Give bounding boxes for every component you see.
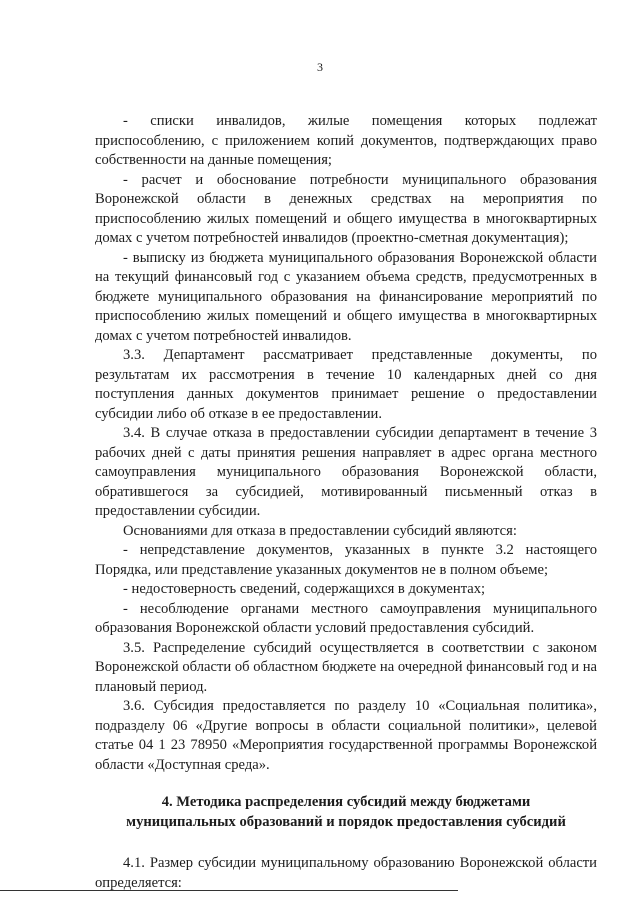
section-4-heading-line-1: 4. Методика распределения субсидий между бюджетами bbox=[161, 794, 531, 810]
paragraph-item-non-compliance: - несоблюдение органами местного самоуправления муниципального образования Воронежской области условий предоставления субсидий. bbox=[95, 600, 597, 636]
document-body bbox=[95, 112, 597, 893]
bottom-divider bbox=[0, 890, 458, 891]
paragraph-refusal-grounds: Основаниями для отказа в предоставлении субсидий являются: bbox=[123, 522, 517, 539]
section-4-heading bbox=[95, 793, 597, 832]
paragraph-item-false-info: - недостоверность сведений, содержащихся в документах; bbox=[123, 581, 486, 597]
section-4-heading-line-2: муниципальных образований и порядок предоставления субсидий bbox=[126, 813, 566, 830]
paragraph-item-list-invalids: - списки инвалидов, жилые помещения которых подлежат приспособлению, с приложением копий документов, подтверждающих право собственности на данные помещения; bbox=[95, 113, 597, 168]
paragraph-item-calculation: - расчет и обоснование потребности муниципального образования Воронежской области в денежных средствах на мероприятия по приспособлению жилых помещений и общего имущества в многоквартирных домах с учетом потребностей инвалидов (проектно-сметная документация); bbox=[95, 171, 597, 246]
paragraph-item-no-documents: - непредставление документов, указанных в пункте 3.2 настоящего Порядка, или представление указанных документов не в полном объеме; bbox=[95, 542, 597, 578]
paragraph-3-3: 3.3. Департамент рассматривает представленные документы, по результатам их рассмотрения в течение 10 календарных дней со дня поступления данных документов принимает решение о предоставлении субсидии либо об отказе в ее предоставлении. bbox=[95, 347, 597, 422]
paragraph-3-4: 3.4. В случае отказа в предоставлении субсидии департамент в течение 3 рабочих дней с даты принятия решения направляет в адрес органа местного самоуправления муниципального образования Воронежской области, обратившегося за субсидией, мотивированный письменный отказ в предоставлении субсидии. bbox=[95, 425, 597, 519]
paragraph-4-1: 4.1. Размер субсидии муниципальному образованию Воронежской области определяется: bbox=[95, 855, 597, 891]
page-number: 3 bbox=[317, 60, 323, 74]
paragraph-3-6: 3.6. Субсидия предоставляется по разделу 10 «Социальная политика», подразделу 06 «Другие вопросы в области социальной политики», целевой статье 04 1 23 78950 «Мероприятия государственной программы Воронежской области «Доступная среда». bbox=[95, 698, 597, 773]
paragraph-3-5: 3.5. Распределение субсидий осуществляется в соответствии с законом Воронежской области об областном бюджете на очередной финансовый год и на плановый период. bbox=[95, 639, 597, 695]
paragraph-item-budget-extract: - выписку из бюджета муниципального образования Воронежской области на текущий финансовый год с указанием объема средств, предусмотренных в бюджете муниципального образования на финансирование мероприятий по приспособлению жилых помещений и общего имущества в многоквартирных домах с учетом потребностей инвалидов. bbox=[95, 249, 597, 344]
